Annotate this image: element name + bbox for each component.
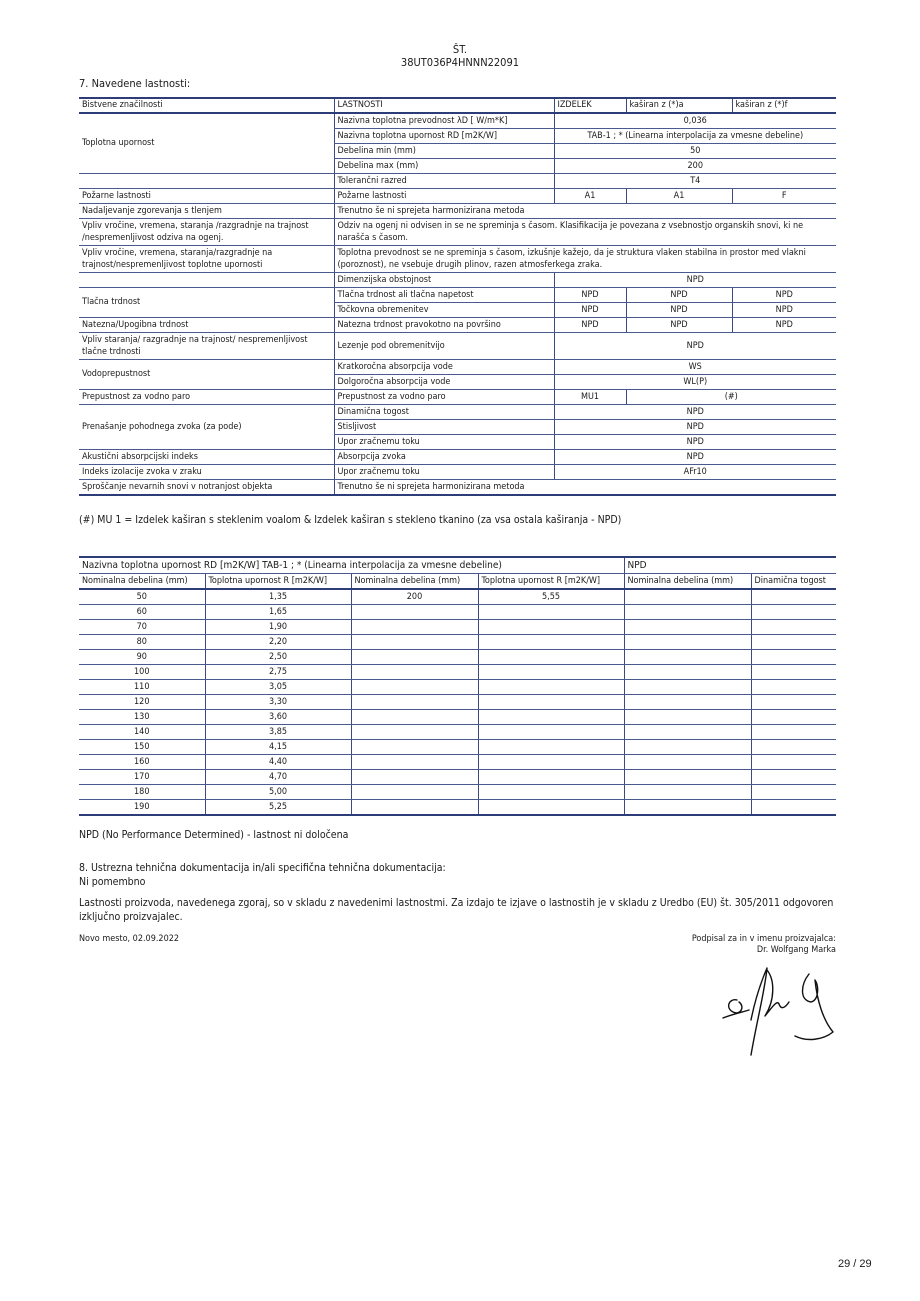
cell bbox=[478, 650, 624, 665]
prop-label: Debelina min (mm) bbox=[334, 144, 554, 159]
prop-label: Absorpcija zvoka bbox=[334, 450, 554, 465]
cell: 1,65 bbox=[205, 605, 351, 620]
cell bbox=[751, 605, 836, 620]
cell bbox=[478, 605, 624, 620]
cell bbox=[351, 740, 478, 755]
cell: 180 bbox=[79, 785, 205, 800]
cell bbox=[351, 650, 478, 665]
prop-label: Nazivna toplotna upornost RD [m2K/W] bbox=[334, 129, 554, 144]
cell: 120 bbox=[79, 695, 205, 710]
col-header: Toplotna upornost R [m2K/W] bbox=[478, 574, 624, 590]
section-8-value: Ni pomembno bbox=[79, 876, 146, 888]
cell bbox=[478, 800, 624, 816]
table-row bbox=[79, 246, 836, 273]
cell bbox=[751, 785, 836, 800]
cell: 5,55 bbox=[478, 589, 624, 605]
cell: 2,50 bbox=[205, 650, 351, 665]
table-row bbox=[79, 605, 836, 620]
tab1-title: Nazivna toplotna upornost RD [m2K/W] TAB-1 ; * (Linearna interpolacija za vmesne debeline) bbox=[79, 557, 624, 574]
col-header-product: IZDELEK bbox=[554, 98, 626, 113]
cell bbox=[478, 740, 624, 755]
page-number: 29 / 29 bbox=[838, 1258, 872, 1270]
cell bbox=[751, 620, 836, 635]
place-and-date: Novo mesto, 02.09.2022 bbox=[79, 934, 180, 944]
table-row bbox=[79, 273, 836, 288]
table-row bbox=[79, 333, 836, 360]
cell bbox=[351, 695, 478, 710]
cell: 3,30 bbox=[205, 695, 351, 710]
cell bbox=[351, 680, 478, 695]
prop-label: Točkovna obremenitev bbox=[334, 303, 554, 318]
cell bbox=[351, 710, 478, 725]
prop-label: Dolgoročna absorpcija vode bbox=[334, 375, 554, 390]
cell bbox=[624, 725, 751, 740]
char-water: Vodoprepustnost bbox=[79, 360, 334, 390]
prop-value: NPD bbox=[554, 450, 836, 465]
cell: 150 bbox=[79, 740, 205, 755]
table-row bbox=[79, 650, 836, 665]
cell bbox=[624, 665, 751, 680]
prop-label: Natezna trdnost pravokotno na površino bbox=[334, 318, 554, 333]
prop-value-product: NPD bbox=[554, 303, 626, 318]
cell bbox=[751, 665, 836, 680]
cell bbox=[478, 785, 624, 800]
cell bbox=[624, 800, 751, 816]
header-document-number: 38UT036P4HNNN22091 bbox=[400, 56, 520, 69]
prop-label: Dinamična togost bbox=[334, 405, 554, 420]
table-row bbox=[79, 219, 836, 246]
tab1-title-row bbox=[79, 557, 836, 574]
properties-table bbox=[79, 97, 836, 496]
cell bbox=[478, 770, 624, 785]
cell bbox=[624, 605, 751, 620]
cell: 1,90 bbox=[205, 620, 351, 635]
table-row bbox=[79, 740, 836, 755]
table-row bbox=[79, 480, 836, 496]
cell bbox=[751, 680, 836, 695]
char-dangerous-substances: Sproščanje nevarnih snovi v notranjost objekta bbox=[79, 480, 334, 496]
char-durability-thermal: Vpliv vročine, vremena, staranja/razgradnje na trajnost/nespremenljivost toplotne upornosti bbox=[79, 246, 334, 273]
prop-value: NPD bbox=[554, 420, 836, 435]
prop-label: Požarne lastnosti bbox=[334, 189, 554, 204]
cell bbox=[351, 755, 478, 770]
prop-value: Trenutno še ni sprejeta harmonizirana metoda bbox=[334, 480, 836, 496]
cell: 90 bbox=[79, 650, 205, 665]
col-header: Dinamična togost bbox=[751, 574, 836, 590]
table-row bbox=[79, 360, 836, 375]
tab1-header-row bbox=[79, 574, 836, 590]
cell bbox=[351, 665, 478, 680]
table-row bbox=[79, 785, 836, 800]
prop-value-a: NPD bbox=[626, 303, 732, 318]
table-row bbox=[79, 755, 836, 770]
cell: 140 bbox=[79, 725, 205, 740]
prop-label: Stisljivost bbox=[334, 420, 554, 435]
char-acoustic-absorption: Akustični absorpcijski indeks bbox=[79, 450, 334, 465]
table-row bbox=[79, 189, 836, 204]
section-8-title: 8. Ustrezna tehnična dokumentacija in/ali specifična tehnična dokumentacija: bbox=[79, 862, 446, 874]
prop-value-f: NPD bbox=[732, 303, 836, 318]
cell bbox=[751, 800, 836, 816]
prop-label: Prepustnost za vodno paro bbox=[334, 390, 554, 405]
properties-header-row bbox=[79, 98, 836, 113]
cell bbox=[624, 680, 751, 695]
col-header-properties: LASTNOSTI bbox=[334, 98, 554, 113]
table-row bbox=[79, 620, 836, 635]
cell bbox=[751, 710, 836, 725]
cell bbox=[751, 755, 836, 770]
cell: 3,60 bbox=[205, 710, 351, 725]
cell: 1,35 bbox=[205, 589, 351, 605]
prop-value: NPD bbox=[554, 333, 836, 360]
table-row bbox=[79, 288, 836, 303]
table-row bbox=[79, 589, 836, 605]
cell bbox=[624, 635, 751, 650]
table-row bbox=[79, 113, 836, 129]
cell: 4,70 bbox=[205, 770, 351, 785]
table-row bbox=[79, 800, 836, 816]
prop-label: Nazivna toplotna prevodnost λD [ W/m*K] bbox=[334, 113, 554, 129]
header-number-label: ŠT. bbox=[452, 43, 468, 56]
col-header: Nominalna debelina (mm) bbox=[79, 574, 205, 590]
tab1-title-right: NPD bbox=[624, 557, 836, 574]
signature-icon bbox=[715, 960, 845, 1060]
prop-label: Lezenje pod obremenitvijo bbox=[334, 333, 554, 360]
cell: 80 bbox=[79, 635, 205, 650]
table-row bbox=[79, 405, 836, 420]
cell bbox=[624, 620, 751, 635]
prop-value-product: MU1 bbox=[554, 390, 626, 405]
col-header-laminated-f: kaširan z (*)f bbox=[732, 98, 836, 113]
prop-value-product: A1 bbox=[554, 189, 626, 204]
prop-value-a: A1 bbox=[626, 189, 732, 204]
cell: 5,25 bbox=[205, 800, 351, 816]
table-row bbox=[79, 450, 836, 465]
cell bbox=[351, 785, 478, 800]
cell bbox=[478, 695, 624, 710]
prop-label: Dimenzijska obstojnost bbox=[334, 273, 554, 288]
prop-label: Upor zračnemu toku bbox=[334, 465, 554, 480]
cell bbox=[478, 680, 624, 695]
prop-value-f: NPD bbox=[732, 318, 836, 333]
cell bbox=[751, 725, 836, 740]
table-row bbox=[79, 725, 836, 740]
char-impact-sound: Prenašanje pohodnega zvoka (za pode) bbox=[79, 405, 334, 450]
cell: 2,20 bbox=[205, 635, 351, 650]
table-row bbox=[79, 710, 836, 725]
cell bbox=[751, 635, 836, 650]
prop-value-f: F bbox=[732, 189, 836, 204]
prop-value: NPD bbox=[554, 273, 836, 288]
char-fire: Požarne lastnosti bbox=[79, 189, 334, 204]
cell bbox=[478, 635, 624, 650]
section-8 bbox=[79, 861, 446, 889]
prop-label: Kratkoročna absorpcija vode bbox=[334, 360, 554, 375]
char-smoulder: Nadaljevanje zgorevanja s tlenjem bbox=[79, 204, 334, 219]
signer-name: Dr. Wolfgang Marka bbox=[756, 945, 836, 955]
declaration-text: Lastnosti proizvoda, navedenega zgoraj, so v skladu z navedenimi lastnostmi. Za izdajo te izjave o lastnostih je v skladu z Uredbo (EU) št. 305/2011 odgovoren izključno proizvajalec. bbox=[79, 897, 834, 923]
prop-value: NPD bbox=[554, 435, 836, 450]
table-row bbox=[79, 695, 836, 710]
cell: 130 bbox=[79, 710, 205, 725]
prop-label: Upor zračnemu toku bbox=[334, 435, 554, 450]
cell: 50 bbox=[79, 589, 205, 605]
cell: 200 bbox=[351, 589, 478, 605]
cell bbox=[751, 770, 836, 785]
prop-label: Tolerančni razred bbox=[334, 174, 554, 189]
cell bbox=[624, 695, 751, 710]
table-row bbox=[79, 318, 836, 333]
col-header-laminated-a: kaširan z (*)a bbox=[626, 98, 732, 113]
cell: 170 bbox=[79, 770, 205, 785]
char-compressive: Tlačna trdnost bbox=[79, 288, 334, 318]
char-airborne-sound: Indeks izolacije zvoka v zraku bbox=[79, 465, 334, 480]
prop-value-a: NPD bbox=[626, 288, 732, 303]
prop-value: TAB-1 ; * (Linearna interpolacija za vmesne debeline) bbox=[554, 129, 836, 144]
cell bbox=[351, 770, 478, 785]
cell: 5,00 bbox=[205, 785, 351, 800]
char-durability-compressive: Vpliv staranja/ razgradnje na trajnost/ nespremenljivost tlačne trdnosti bbox=[79, 333, 334, 360]
signer-block bbox=[692, 934, 836, 956]
char-durability-fire: Vpliv vročine, vremena, staranja /razgradnje na trajnost /nespremenljivost odziva na ogenj. bbox=[79, 219, 334, 246]
cell bbox=[351, 725, 478, 740]
col-header-characteristics: Bistvene značilnosti bbox=[79, 98, 334, 113]
col-header: Nominalna debelina (mm) bbox=[624, 574, 751, 590]
cell bbox=[624, 770, 751, 785]
cell: 4,40 bbox=[205, 755, 351, 770]
table-row bbox=[79, 680, 836, 695]
prop-value-laminated: (#) bbox=[626, 390, 836, 405]
table-row bbox=[79, 770, 836, 785]
cell bbox=[751, 650, 836, 665]
prop-label: Debelina max (mm) bbox=[334, 159, 554, 174]
cell bbox=[751, 740, 836, 755]
cell bbox=[624, 755, 751, 770]
cell bbox=[624, 740, 751, 755]
cell bbox=[624, 650, 751, 665]
cell: 2,75 bbox=[205, 665, 351, 680]
char-thermal-resistance: Toplotna upornost bbox=[79, 113, 334, 174]
prop-value: Odziv na ogenj ni odvisen in se ne spreminja s časom. Klasifikacija je povezana z vsebnostjo organskih snovi, ki ne narašča s časom. bbox=[334, 219, 836, 246]
cell: 110 bbox=[79, 680, 205, 695]
prop-value: Trenutno še ni sprejeta harmonizirana metoda bbox=[334, 204, 836, 219]
table-row bbox=[79, 204, 836, 219]
prop-value: 200 bbox=[554, 159, 836, 174]
prop-value-product: NPD bbox=[554, 318, 626, 333]
table-row bbox=[79, 465, 836, 480]
col-header: Nominalna debelina (mm) bbox=[351, 574, 478, 590]
document-header bbox=[0, 43, 920, 69]
prop-value: NPD bbox=[554, 405, 836, 420]
prop-value: 50 bbox=[554, 144, 836, 159]
cell bbox=[624, 589, 751, 605]
cell bbox=[478, 710, 624, 725]
signer-caption: Podpisal za in v imenu proizvajalca: bbox=[691, 934, 836, 944]
cell bbox=[351, 800, 478, 816]
cell bbox=[624, 785, 751, 800]
cell: 4,15 bbox=[205, 740, 351, 755]
cell: 60 bbox=[79, 605, 205, 620]
thermal-resistance-table bbox=[79, 556, 836, 816]
cell: 100 bbox=[79, 665, 205, 680]
cell bbox=[478, 725, 624, 740]
cell bbox=[624, 710, 751, 725]
cell bbox=[751, 589, 836, 605]
table-row bbox=[79, 665, 836, 680]
char-empty bbox=[79, 174, 334, 189]
prop-value-a: NPD bbox=[626, 318, 732, 333]
cell bbox=[351, 620, 478, 635]
cell bbox=[351, 635, 478, 650]
cell: 3,05 bbox=[205, 680, 351, 695]
cell bbox=[478, 755, 624, 770]
prop-value: Toplotna prevodnost se ne spreminja s časom, izkušnje kažejo, da je struktura vlaken stabilna in prostor med vlakni (poroznost), ne vsebuje drugih plinov, razen atmosferkega zraka. bbox=[334, 246, 836, 273]
prop-label: Tlačna trdnost ali tlačna napetost bbox=[334, 288, 554, 303]
prop-value: 0,036 bbox=[554, 113, 836, 129]
cell: 190 bbox=[79, 800, 205, 816]
table-row bbox=[79, 174, 836, 189]
char-vapour: Prepustnost za vodno paro bbox=[79, 390, 334, 405]
col-header: Toplotna upornost R [m2K/W] bbox=[205, 574, 351, 590]
prop-value-f: NPD bbox=[732, 288, 836, 303]
section-7-title: 7. Navedene lastnosti: bbox=[79, 77, 191, 90]
cell: 3,85 bbox=[205, 725, 351, 740]
prop-value: WL(P) bbox=[554, 375, 836, 390]
table-row bbox=[79, 390, 836, 405]
char-tensile: Natezna/Upogibna trdnost bbox=[79, 318, 334, 333]
cell: 160 bbox=[79, 755, 205, 770]
prop-value-product: NPD bbox=[554, 288, 626, 303]
cell bbox=[478, 665, 624, 680]
char-empty bbox=[79, 273, 334, 288]
prop-value: T4 bbox=[554, 174, 836, 189]
cell bbox=[351, 605, 478, 620]
prop-value: WS bbox=[554, 360, 836, 375]
cell bbox=[751, 695, 836, 710]
mu-footnote: (#) MU 1 = Izdelek kaširan s steklenim voalom & Izdelek kaširan s stekleno tkanino (za vsa ostala kaširanja - NPD) bbox=[79, 514, 622, 526]
prop-value: AFr10 bbox=[554, 465, 836, 480]
table-row bbox=[79, 635, 836, 650]
npd-definition: NPD (No Performance Determined) - lastnost ni določena bbox=[79, 829, 349, 841]
cell bbox=[478, 620, 624, 635]
cell: 70 bbox=[79, 620, 205, 635]
